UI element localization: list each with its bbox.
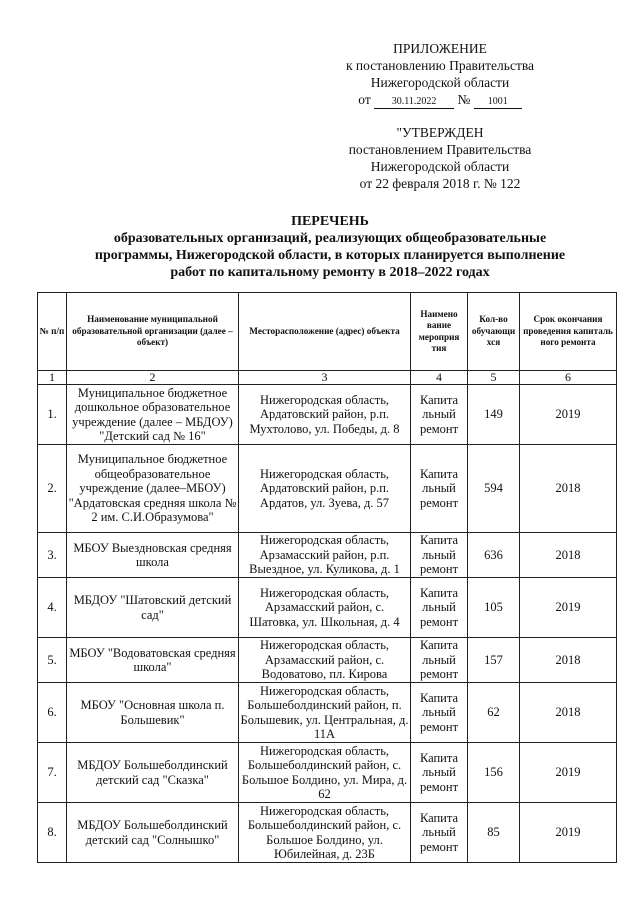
cell-deadline: 2018 bbox=[520, 445, 617, 533]
cell-address: Нижегородская область, Ардатовский район, р.п. Мухтолово, ул. Победы, д. 8 bbox=[239, 385, 411, 445]
cell-name: МБДОУ "Шатовский детский сад" bbox=[67, 578, 239, 638]
table-row bbox=[38, 385, 617, 445]
table-row bbox=[38, 683, 617, 743]
column-number-row bbox=[38, 371, 617, 385]
table-row bbox=[38, 803, 617, 863]
cell-num: 5. bbox=[38, 638, 67, 683]
cell-deadline: 2019 bbox=[520, 803, 617, 863]
cell-measure: Капита льный ремонт bbox=[411, 683, 468, 743]
table-row bbox=[38, 578, 617, 638]
from-label: от bbox=[358, 92, 371, 107]
cell-address: Нижегородская область, Большеболдинский район, с. Большое Болдино, ул. Мира, д. 62 bbox=[239, 743, 411, 803]
title-line-1: образовательных организаций, реализующих общеобразовательные bbox=[113, 231, 547, 246]
approved-heading: "УТВЕРЖДЕН bbox=[396, 125, 484, 140]
title-line-3: работ по капитальному ремонту в 2018–2022 годах bbox=[170, 265, 490, 280]
table-row bbox=[38, 638, 617, 683]
header-name: Наименование муниципальной образовательной организации (далее – объект) bbox=[67, 293, 239, 371]
cell-measure: Капита льный ремонт bbox=[411, 445, 468, 533]
approved-line-4: от 22 февраля 2018 г. № 122 bbox=[359, 176, 521, 191]
cell-address: Нижегородская область, Арзамасский район, р.п. Выездное, ул. Куликова, д. 1 bbox=[239, 533, 411, 578]
table-header-row bbox=[38, 293, 617, 371]
cell-num: 2. bbox=[38, 445, 67, 533]
header-deadline: Срок окончания проведения капиталь ного ремонта bbox=[520, 293, 617, 371]
title-main: ПЕРЕЧЕНЬ bbox=[291, 214, 369, 229]
appendix-header bbox=[290, 40, 590, 109]
cell-students: 149 bbox=[468, 385, 520, 445]
cell-deadline: 2018 bbox=[520, 683, 617, 743]
cell-name: МБДОУ Большеболдинский детский сад "Сказка" bbox=[67, 743, 239, 803]
cell-num: 3. bbox=[38, 533, 67, 578]
cell-address: Нижегородская область, Арзамасский район, с. Водоватово, пл. Кирова bbox=[239, 638, 411, 683]
header-measure: Наимено вание мероприя тия bbox=[411, 293, 468, 371]
cell-deadline: 2018 bbox=[520, 533, 617, 578]
cell-deadline: 2019 bbox=[520, 385, 617, 445]
appendix-line-3: Нижегородской области bbox=[370, 75, 510, 90]
number-label: № bbox=[457, 92, 471, 107]
header-num: № п/п bbox=[38, 293, 67, 371]
title-line-2: программы, Нижегородской области, в которых планируется выполнение bbox=[94, 248, 566, 263]
resolution-number: 1001 bbox=[474, 95, 522, 109]
cell-deadline: 2018 bbox=[520, 638, 617, 683]
col-number: 5 bbox=[468, 371, 520, 385]
cell-num: 6. bbox=[38, 683, 67, 743]
cell-students: 62 bbox=[468, 683, 520, 743]
cell-measure: Капита льный ремонт bbox=[411, 743, 468, 803]
table-row bbox=[38, 533, 617, 578]
cell-students: 636 bbox=[468, 533, 520, 578]
cell-num: 1. bbox=[38, 385, 67, 445]
cell-students: 157 bbox=[468, 638, 520, 683]
cell-deadline: 2019 bbox=[520, 743, 617, 803]
col-number: 4 bbox=[411, 371, 468, 385]
approved-line-2: постановлением Правительства bbox=[348, 142, 532, 157]
cell-students: 594 bbox=[468, 445, 520, 533]
header-students: Кол-во обучающи хся bbox=[468, 293, 520, 371]
cell-measure: Капита льный ремонт bbox=[411, 385, 468, 445]
cell-students: 105 bbox=[468, 578, 520, 638]
organizations-table bbox=[37, 292, 617, 863]
resolution-date: 30.11.2022 bbox=[374, 95, 454, 109]
appendix-heading: ПРИЛОЖЕНИЕ bbox=[393, 41, 487, 56]
cell-name: МБОУ "Водоватовская средняя школа" bbox=[67, 638, 239, 683]
cell-name: МБОУ Выездновская средняя школа bbox=[67, 533, 239, 578]
cell-address: Нижегородская область, Арзамасский район, с. Шатовка, ул. Школьная, д. 4 bbox=[239, 578, 411, 638]
cell-measure: Капита льный ремонт bbox=[411, 533, 468, 578]
cell-deadline: 2019 bbox=[520, 578, 617, 638]
cell-num: 4. bbox=[38, 578, 67, 638]
cell-num: 8. bbox=[38, 803, 67, 863]
cell-measure: Капита льный ремонт bbox=[411, 803, 468, 863]
document-title bbox=[60, 213, 600, 281]
cell-num: 7. bbox=[38, 743, 67, 803]
appendix-date-line bbox=[290, 91, 590, 109]
cell-address: Нижегородская область, Большеболдинский район, п. Большевик, ул. Центральная, д. 11А bbox=[239, 683, 411, 743]
cell-students: 156 bbox=[468, 743, 520, 803]
header-address: Месторасположение (адрес) объекта bbox=[239, 293, 411, 371]
col-number: 3 bbox=[239, 371, 411, 385]
cell-name: МБОУ "Основная школа п. Большевик" bbox=[67, 683, 239, 743]
cell-measure: Капита льный ремонт bbox=[411, 638, 468, 683]
table-row bbox=[38, 445, 617, 533]
table-row bbox=[38, 743, 617, 803]
cell-name: Муниципальное бюджетное дошкольное образовательное учреждение (далее – МБДОУ) "Детский сад № 16" bbox=[67, 385, 239, 445]
cell-name: МБДОУ Большеболдинский детский сад "Солнышко" bbox=[67, 803, 239, 863]
approved-header bbox=[290, 124, 590, 192]
col-number: 6 bbox=[520, 371, 617, 385]
cell-address: Нижегородская область, Ардатовский район, р.п. Ардатов, ул. Зуева, д. 57 bbox=[239, 445, 411, 533]
cell-measure: Капита льный ремонт bbox=[411, 578, 468, 638]
cell-name: Муниципальное бюджетное общеобразовательное учреждение (далее–МБОУ) "Ардатовская средняя школа № 2 им. С.И.Образумова" bbox=[67, 445, 239, 533]
col-number: 2 bbox=[67, 371, 239, 385]
cell-students: 85 bbox=[468, 803, 520, 863]
approved-line-3: Нижегородской области bbox=[370, 159, 510, 174]
appendix-line-2: к постановлению Правительства bbox=[345, 58, 535, 73]
cell-address: Нижегородская область, Большеболдинский район, с. Большое Болдино, ул. Юбилейная, д. 23Б bbox=[239, 803, 411, 863]
col-number: 1 bbox=[38, 371, 67, 385]
